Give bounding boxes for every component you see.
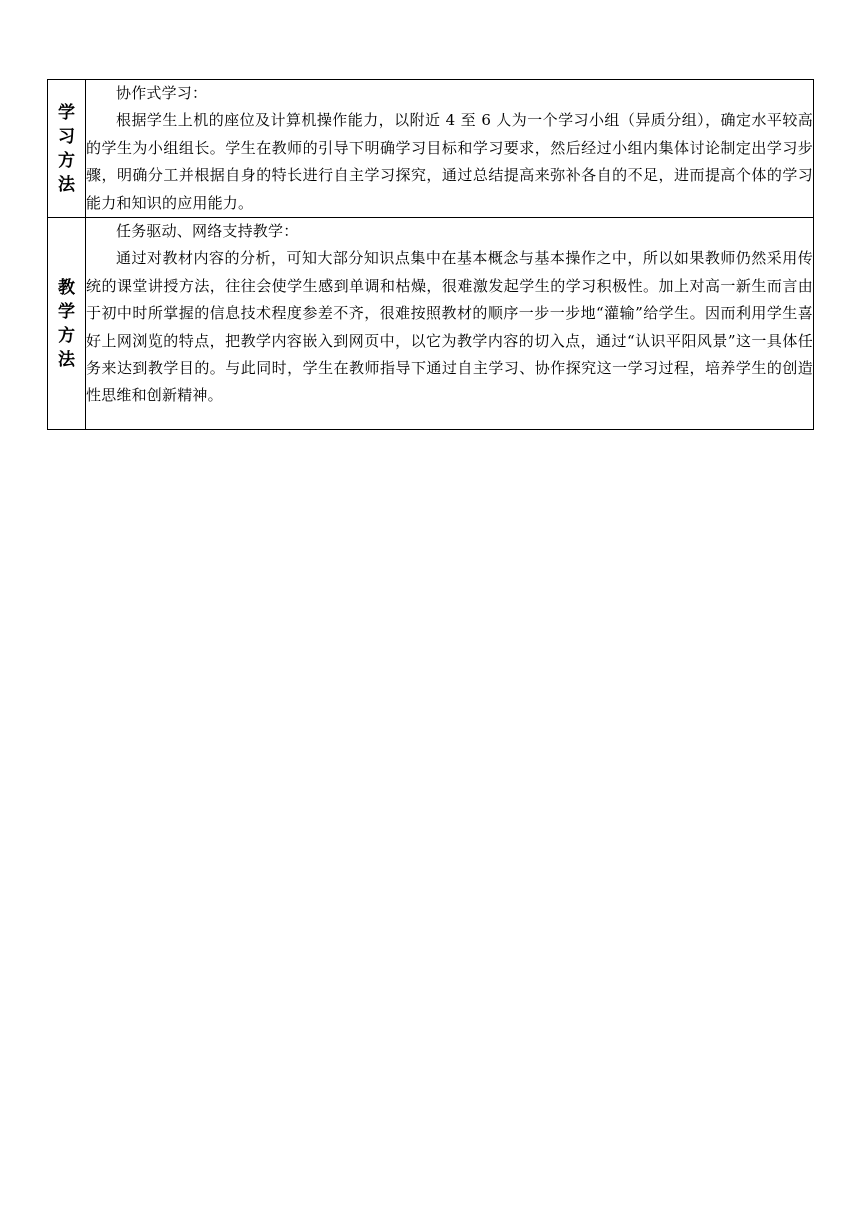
row-content-cell	[86, 80, 814, 218]
row-label-cell	[48, 218, 86, 430]
table-row-teaching-method	[48, 218, 814, 430]
row-label-cell	[48, 80, 86, 218]
paragraph-learning-method: 根据学生上机的座位及计算机操作能力，以附近 4 至 6 人为一个学习小组（异质分组），确定水平较高的学生为小组组长。学生在教师的引导下明确学习目标和学习要求，然后经过小组内集体讨论制定出学习步骤，明确分工并根据自身的特长进行自主学习探究，通过总结提高来弥补各自的不足，进而提高个体的学习能力和知识的应用能力。	[86, 111, 813, 212]
row-label-teaching-method: 教学方法	[58, 277, 75, 370]
row-content-cell	[86, 218, 814, 430]
section-heading-collaborative-learning: 协作式学习：	[116, 84, 208, 102]
row-label-learning-method: 学习方法	[58, 102, 75, 195]
table-row-learning-method	[48, 80, 814, 218]
section-heading-task-driven-teaching: 任务驱动、网络支持教学：	[116, 222, 299, 241]
paragraph-teaching-method: 通过对教材内容的分析，可知大部分知识点集中在基本概念与基本操作之中，所以如果教师仍然采用传统的课堂讲授方法，往往会使学生感到单调和枯燥，很难激发起学生的学习积极性。加上对高一新生而言由于初中时所掌握的信息技术程度参差不齐，很难按照教材的顺序一步一步地“灌输”给学生。因而利用学生喜好上网浏览的特点，把教学内容嵌入到网页中，以它为教学内容的切入点，通过“认识平阳风景”这一具体任务来达到教学目的。与此同时，学生在教师指导下通过自主学习、协作探究这一学习过程，培养学生的创造性思维和创新精神。	[86, 249, 813, 405]
methods-table	[47, 79, 814, 430]
